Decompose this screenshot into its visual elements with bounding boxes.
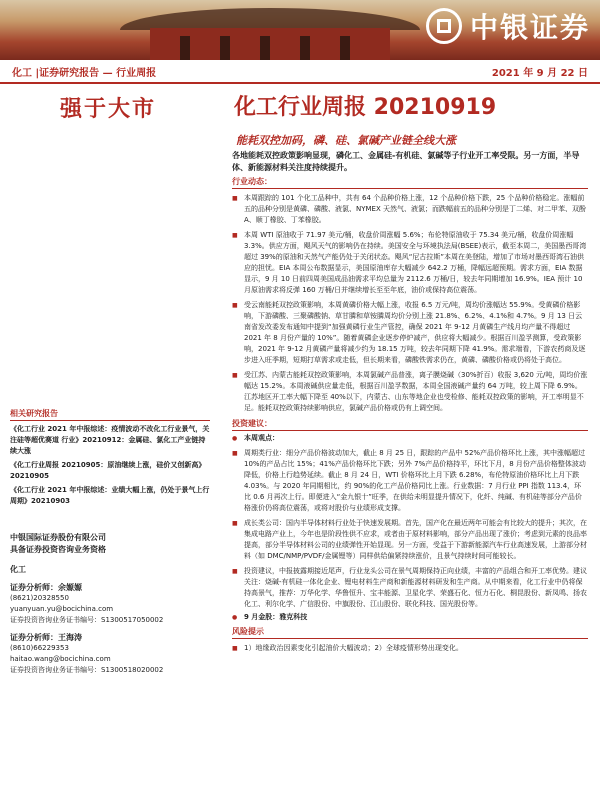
logo-text: 中银证券 bbox=[469, 11, 590, 44]
org-info bbox=[10, 532, 210, 676]
analyst-name: 证券分析师：余嫄嫄 bbox=[10, 583, 82, 592]
list-item: ■ 成长类公司：国内半导体材料行业处于快速发展期。首先，国产化在最近两年可能会有比较大的提升；其次，在集成电路产业上，今年也是阶段性供不应求，或者由于原材料影响，部分产品出现了涨价；考虑到元素的良品率提高，部分半导体材料公司的业绩弹性开始显现。另一方面，受益于下游新能源汽车行业高速发展，上游部分材料（如 DMC/NMP/PVDF/金属锂等）同样供给偏紧持续涨价，且景气持续时间可能较长。 bbox=[232, 518, 588, 562]
header-banner bbox=[0, 0, 600, 60]
analyst-license: 证券投资咨询业务证书编号：S1300518020002 bbox=[10, 666, 164, 674]
palace-window bbox=[180, 36, 190, 60]
brand-logo bbox=[426, 6, 590, 46]
golden-stock bbox=[232, 612, 588, 623]
palace-roof bbox=[120, 8, 420, 30]
golden-stock-label: 9 月金股： bbox=[244, 613, 280, 621]
golden-stock-name: 雅克科技 bbox=[279, 613, 308, 621]
palace-window bbox=[260, 36, 270, 60]
related-heading: 相关研究报告 bbox=[10, 408, 210, 421]
rating: 强于大市 bbox=[60, 97, 157, 122]
report-subtitle: 能耗双控加码，磷、硅、氯碱产业链全线大涨 bbox=[236, 134, 456, 147]
report-topbar bbox=[0, 60, 600, 84]
list-item: ■ 受云南能耗双控政策影响，本周黄磷价格大幅上涨，收报 6.5 万元/吨，周均价涨幅达 55.9%。受黄磷价格影响，下游磷酸、三聚磷酸钠、草甘膦和草铵膦周均价分别上涨 21.8%、6.2%、4.1%和 4.7%。9 月 13 日云南省发改委发布通知中提到“加强黄磷行业生产管控，确保 2021 年 9-12 月黄磷生产线月均产量不得超过 2021 年 8 月份产量的 10%”。随着黄磷企业逐步停炉减产，供应将大幅减少。根据百川盈孚测算，受政策影响，2021 年 9-12 月黄磷产量将减少约为 18.15 万吨，较去年同期下降 41.9%。需求端看，下游农药商及逐步进入旺季期，短期打草需求或走低，但长期来看，磷酸铁需求仍在，黄磷、磷酸价格或仍将处于高位。 bbox=[232, 300, 588, 366]
org-line: 具备证券投资咨询业务资格 bbox=[10, 545, 106, 554]
risk-heading: 风险提示 bbox=[232, 626, 588, 639]
palace-window bbox=[340, 36, 350, 60]
palace-window bbox=[220, 36, 230, 60]
dynamics-heading: 行业动态： bbox=[232, 176, 588, 189]
list-item: ■ 投资建议，中报披露期接近尾声，行业龙头公司在景气周期保持正向业绩，丰富的产品组合和开工率优势。建议关注：烧碱-有机硅一体化企业、锂电材料生产商和新能源材料研发和生产商。从中期来看，化工行业中仍将保持高景气，推荐：万华化学、华鲁恒升、宝丰能源、卫星化学、荣盛石化、恒力石化、桐昆股份、新凤鸣、扬农化工、利尔化学、广信股份、中旗股份、江山股份、联化科技、国光股份等。 bbox=[232, 566, 588, 610]
list-item: ■ 受江苏、内蒙古能耗双控政策影响，本周氯碱产品普涨，离子膜烧碱（30%折百）收报 3,620 元/吨，周均价涨幅达 15.2%。本周液碱供应量走低，根据百川盈孚数据，本周全国液碱产量约 64 万吨，较上周下降 6.9%。江苏地区开工率大幅下降至 40%以下，内蒙古、山东等地企业也受检修、能耗双控政策的影响，开工率明显不足。能耗双控政策持续影响供应，氯碱产品价格或仍有上调空间。 bbox=[232, 370, 588, 414]
analyst-license: 证券投资咨询业务证书编号：S1300517050002 bbox=[10, 616, 164, 624]
org-line: 中银国际证券股份有限公司 bbox=[10, 533, 106, 542]
list-item: ■ 本周 WTI 原油收于 71.97 美元/桶，收盘价周涨幅 5.6%；布伦特原油收于 75.34 美元/桶，收盘价周涨幅 3.3%。供应方面，飓风天气的影响仍在持续。美国安全与环境执法局(BSEE)表示，截至本周二，美国墨西哥湾超过 39%的原油和天然气产能仍处于关闭状态。飓风“尼古拉斯”本周在美登陆，增加了市场对墨西哥湾石油供应的担忧。EIA 本周公布数据显示，美国原油库存大幅减少 642.2 万桶，降幅远超预期。需求方面，EIA 数据显示，9 月 10 日前四周美国成品油需求平均总量为 2112.6 万桶/日，较去年同期增加 16.9%。IEA 预计 10 月原油需求将反弹 160 万桶/日并继续增长至至年底，油价或保持高位震荡。 bbox=[232, 230, 588, 296]
report-date: 2021 年 9 月 22 日 bbox=[491, 68, 588, 79]
list-item: ■ 周期类行业：细分产品价格波动加大，截止 8 月 25 日，跟踪的产品中 52%产品价格环比上涨，其中涨幅超过 10%的产品占比 15%；41%产品价格环比下跌；另外 7%产品价格持平，环比下月，8 月份产品价格整体波动降低，价格上行趋势延续。截止 8 月 24 日，WTI 价格环比上月下跌 6.28%，布伦特原油价格环比上月下跌 4.03%。与 2020 年同期相比，约 90%的化工产品价格同比上涨。行业数据：7 月行业 PPI 指数 113.4，环比 0.6 月再次上行。即便进入“金九银十”旺季，在供给未明显提升情况下，化纤、纯碱、有机硅等部分产品价格涨价仍将高位震荡，或将对股价与业绩形成支撑。 bbox=[232, 448, 588, 514]
breadcrumb: 化工 |证券研究报告 — 行业周报 bbox=[12, 68, 157, 79]
analyst-phone: (8621)20328550 bbox=[10, 594, 69, 602]
analyst-phone: (8610)66229353 bbox=[10, 644, 69, 652]
palace-window bbox=[300, 36, 310, 60]
summary: 各地能耗双控政策影响显现，磷化工、金属硅-有机硅、氯碱等子行业开工率受限。另一方面，半导体、新能源材料关注度持续提升。 bbox=[232, 151, 580, 172]
page-title: 化工行业周报 20210919 bbox=[234, 95, 497, 120]
invest-heading: 投资建议： bbox=[232, 418, 588, 431]
related-report-link[interactable]: 《化工行业周报 20210905：原油继续上涨，硅价又创新高》20210905 bbox=[10, 461, 206, 480]
analyst-email[interactable]: yuanyuan.yu@bocichina.com bbox=[10, 605, 114, 613]
list-item: ■ 本周跟踪的 101 个化工品种中，共有 64 个品种价格上涨，12 个品种价格下跌，25 个品种价格稳定。涨幅前五的品种分别是黄磷、磷酸、液氯、NYMEX 天然气、液氯；而跌幅前五的品种分别是丁二烯、对二甲苯、双酚 A、顺丁橡胶、丁苯橡胶。 bbox=[232, 193, 588, 226]
bank-logo-icon bbox=[426, 8, 462, 44]
analyst-email[interactable]: haitao.wang@bocichina.com bbox=[10, 655, 111, 663]
sector-label: 化工 bbox=[10, 565, 26, 574]
related-report-link[interactable]: 《化工行业 2021 年中报综述：疫情波动不改化工行业景气，关注硅等超优赛道 行业》20210912：金属硅、氯化工产业链持续大涨 bbox=[10, 425, 210, 455]
week-focus-heading: ● 本周观点： bbox=[232, 433, 588, 444]
main-content bbox=[232, 150, 588, 654]
related-reports bbox=[10, 408, 210, 510]
risk-text: ■ 1）地缘政治因素变化引起油价大幅波动；2）全球疫情形势出现变化。 bbox=[232, 643, 588, 654]
related-report-link[interactable]: 《化工行业 2021 年中报综述：业绩大幅上涨，仍处于景气上行周期》20210903 bbox=[10, 486, 210, 505]
analyst-name: 证券分析师：王海涛 bbox=[10, 633, 82, 642]
